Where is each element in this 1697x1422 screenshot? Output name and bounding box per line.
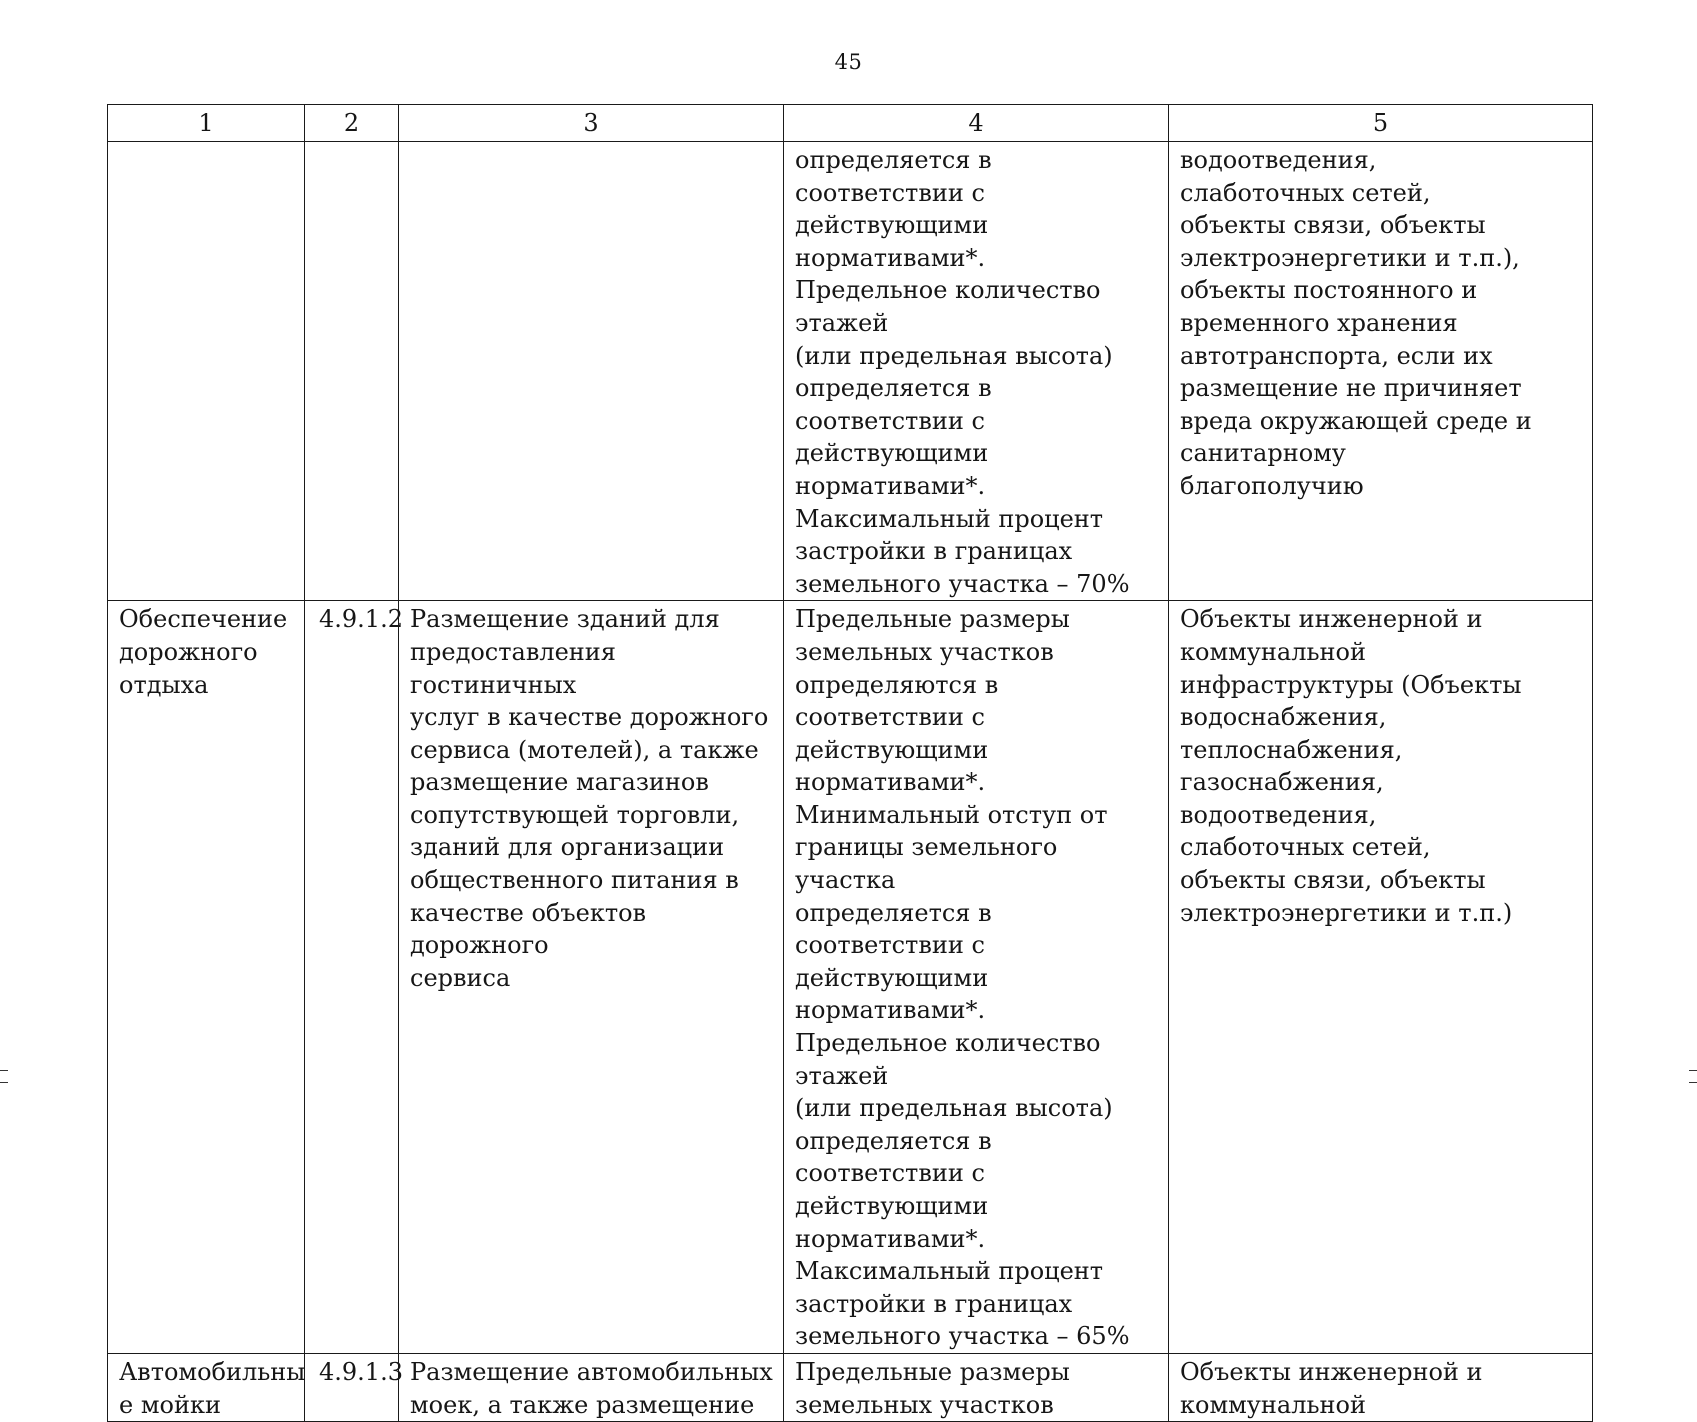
table-row: [108, 601, 1593, 1354]
use-description-cell: Размещение зданий для предоставления гостиничных услуг в качестве дорожного сервиса (мотелей), а также размещение магазинов сопутствующей торговли, зданий для организации общественного питания в качестве объектов дорожного сервиса: [399, 601, 784, 1354]
classifier-code-cell: 4.9.1.2: [305, 601, 399, 1354]
right-margin-mark: [1689, 1082, 1697, 1083]
table-row: [108, 142, 1593, 601]
left-margin-mark: [0, 1082, 8, 1083]
use-description-cell: Размещение автомобильных моек, а также размещение: [399, 1353, 784, 1421]
column-number-5: 5: [1169, 105, 1593, 142]
classifier-code-cell: 4.9.1.3: [305, 1353, 399, 1421]
classifier-code-cell: [305, 142, 399, 601]
building-parameters-cell: определяется в соответствии с действующими нормативами*. Предельное количество этажей (или предельная высота) определяется в соответствии с действующими нормативами*. Максимальный процент застройки в границах земельного участка – 70%: [784, 142, 1169, 601]
right-margin-mark: [1689, 1070, 1697, 1071]
use-description-cell: [399, 142, 784, 601]
column-number-row: [108, 105, 1593, 142]
auxiliary-uses-cell: водоотведения, слаботочных сетей, объекты связи, объекты электроэнергетики и т.п.), объекты постоянного и временного хранения автотранспорта, если их размещение не причиняет вреда окружающей среде и санитарному благополучию: [1169, 142, 1593, 601]
left-margin-mark: [0, 1070, 8, 1071]
page-number: 45: [834, 50, 863, 74]
column-number-3: 3: [399, 105, 784, 142]
auxiliary-uses-cell: Объекты инженерной и коммунальной инфраструктуры (Объекты водоснабжения, теплоснабжения, газоснабжения, водоотведения, слаботочных сетей, объекты связи, объекты электроэнергетики и т.п.): [1169, 601, 1593, 1354]
auxiliary-uses-cell: Объекты инженерной и коммунальной: [1169, 1353, 1593, 1421]
table-row: [108, 1353, 1593, 1421]
land-use-table-container: [107, 104, 1592, 1422]
column-number-4: 4: [784, 105, 1169, 142]
use-type-name-cell: Автомобильны е мойки: [108, 1353, 305, 1421]
column-number-1: 1: [108, 105, 305, 142]
column-number-2: 2: [305, 105, 399, 142]
building-parameters-cell: Предельные размеры земельных участков: [784, 1353, 1169, 1421]
land-use-table: [107, 104, 1593, 1422]
use-type-name-cell: Обеспечение дорожного отдыха: [108, 601, 305, 1354]
use-type-name-cell: [108, 142, 305, 601]
building-parameters-cell: Предельные размеры земельных участков определяются в соответствии с действующими нормативами*. Минимальный отступ от границы земельного участка определяется в соответствии с действующими нормативами*. Предельное количество этажей (или предельная высота) определяется в соответствии с действующими нормативами*. Максимальный процент застройки в границах земельного участка – 65%: [784, 601, 1169, 1354]
